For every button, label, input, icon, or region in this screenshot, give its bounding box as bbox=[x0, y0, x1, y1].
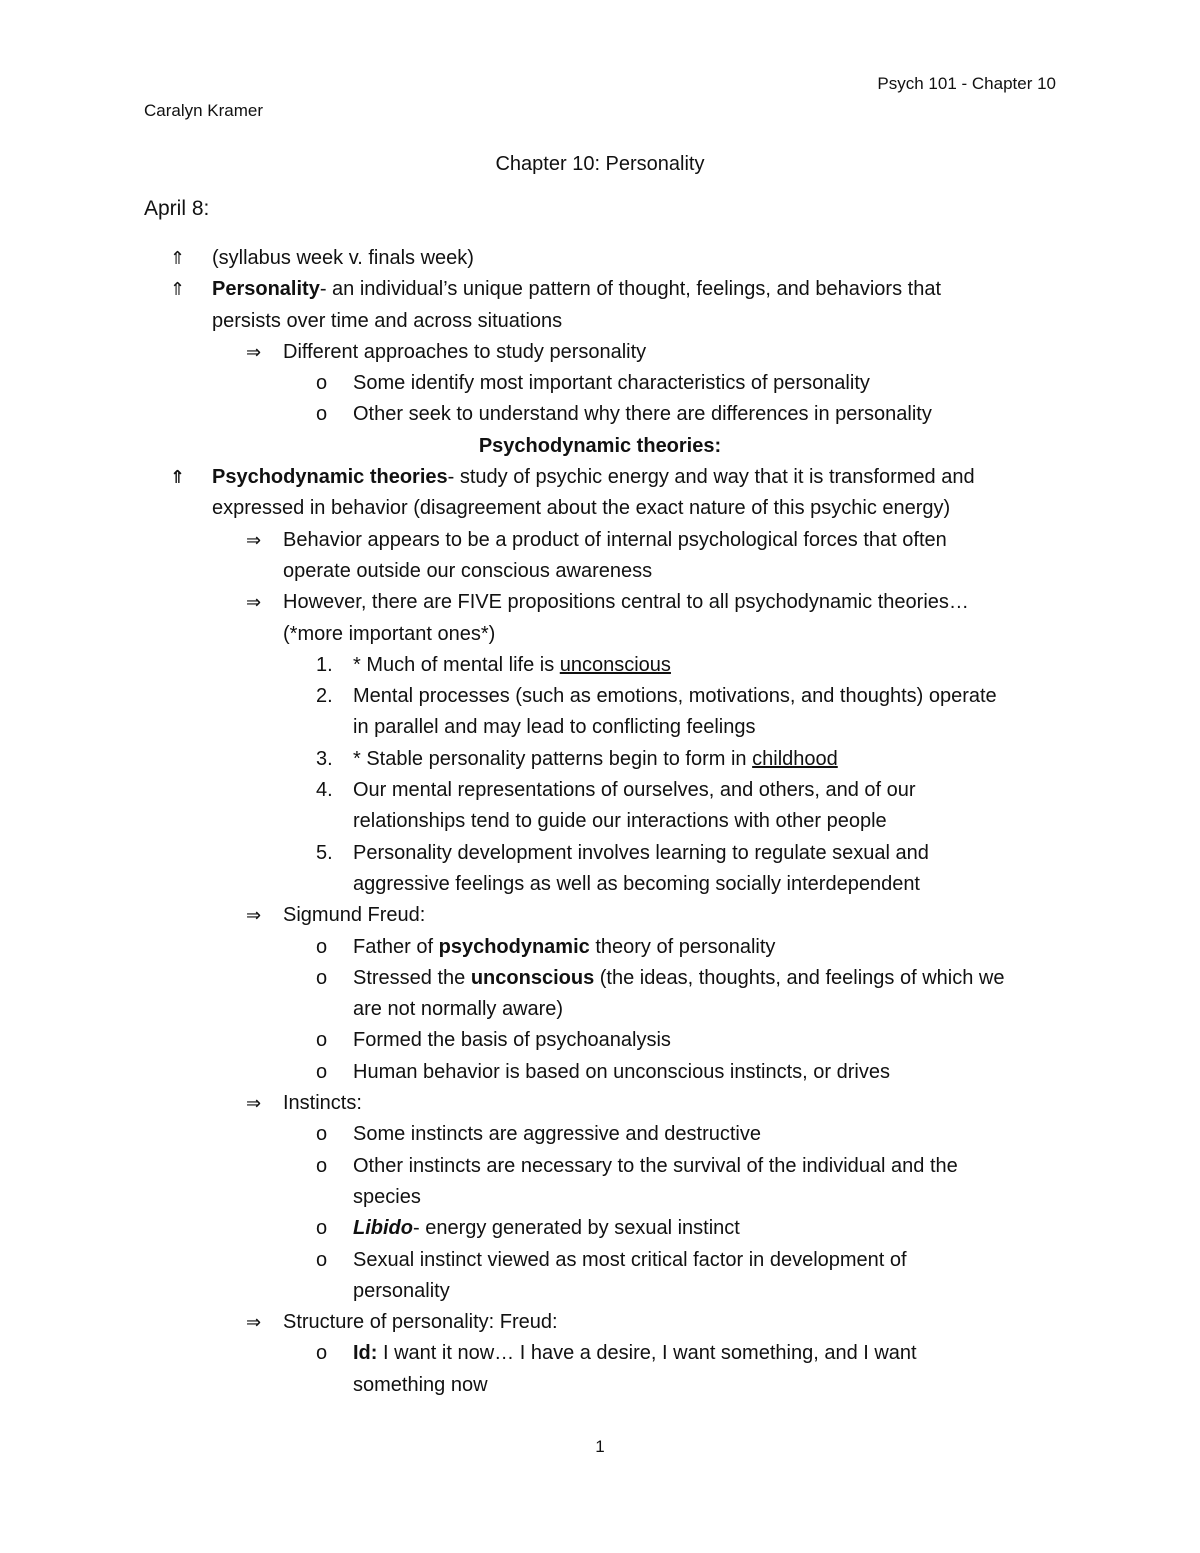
circle-bullet-icon: o bbox=[316, 372, 328, 395]
term-id: Id: bbox=[353, 1342, 378, 1365]
underlined-term: unconscious bbox=[559, 653, 671, 676]
list-item-continuation: something now bbox=[353, 1373, 488, 1396]
circle-bullet-icon: o bbox=[316, 1248, 328, 1271]
double-right-arrow-icon: ⇒ bbox=[246, 341, 262, 362]
double-right-arrow-icon: ⇒ bbox=[246, 1093, 262, 1114]
list-item: o Sexual instinct viewed as most critical factor in development of bbox=[0, 1245, 1200, 1276]
list-item: ⇒ Different approaches to study personality bbox=[0, 337, 1200, 368]
list-item-text: (syllabus week v. finals week) bbox=[212, 247, 474, 269]
list-item-continuation: persists over time and across situations bbox=[212, 309, 563, 332]
list-item-continuation: are not normally aware) bbox=[353, 998, 564, 1021]
circle-bullet-icon: o bbox=[316, 1154, 328, 1177]
item-number: 3. bbox=[316, 747, 333, 770]
list-item bbox=[0, 274, 1200, 305]
circle-bullet-icon: o bbox=[316, 1029, 328, 1052]
list-item: ⇒ Structure of personality: Freud: bbox=[0, 1307, 1200, 1338]
numbered-item: 3. * Stable personality patterns begin to form in childhood bbox=[0, 744, 1200, 775]
item-number: 1. bbox=[316, 653, 333, 676]
list-item: o Id: I want it now… I have a desire, I want something, and I want bbox=[0, 1338, 1200, 1369]
list-item: ⇒ Behavior appears to be a product of internal psychological forces that often bbox=[0, 525, 1200, 556]
list-item-continuation: species bbox=[353, 1185, 421, 1208]
double-right-arrow-icon: ⇒ bbox=[246, 905, 262, 926]
list-item-continuation: expressed in behavior (disagreement about the exact nature of this psychic energy) bbox=[212, 497, 951, 520]
numbered-item: 4. Our mental representations of ourselves, and others, and of our bbox=[0, 775, 1200, 806]
item-number: 4. bbox=[316, 779, 333, 802]
list-item: o Human behavior is based on unconscious instincts, or drives bbox=[0, 1057, 1200, 1088]
double-up-arrow-icon: ⇑ bbox=[170, 248, 186, 268]
circle-bullet-icon: o bbox=[316, 403, 328, 426]
list-item: o Libido- energy generated by sexual instinct bbox=[0, 1213, 1200, 1244]
list-item: o Other instincts are necessary to the survival of the individual and the bbox=[0, 1151, 1200, 1182]
list-item: o Formed the basis of psychoanalysis bbox=[0, 1025, 1200, 1056]
item-number: 5. bbox=[316, 841, 333, 864]
list-item: ⇒ Instincts: bbox=[0, 1088, 1200, 1119]
double-right-arrow-icon: ⇒ bbox=[246, 592, 262, 613]
numbered-item: 2. Mental processes (such as emotions, motivations, and thoughts) operate bbox=[0, 681, 1200, 712]
notes-body bbox=[0, 243, 1200, 1401]
list-item: o Some identify most important characteristics of personality bbox=[0, 368, 1200, 399]
underlined-term: childhood bbox=[752, 747, 838, 770]
list-item: ⇑ Psychodynamic theories- study of psychic energy and way that it is transformed and bbox=[0, 462, 1200, 493]
list-item: o Other seek to understand why there are differences in personality bbox=[0, 399, 1200, 430]
header-course: Psych 101 - Chapter 10 bbox=[877, 74, 1056, 93]
page-number: 1 bbox=[595, 1437, 605, 1456]
circle-bullet-icon: o bbox=[316, 966, 328, 989]
list-item-continuation: relationships tend to guide our interactions with other people bbox=[353, 810, 887, 833]
circle-bullet-icon: o bbox=[316, 1060, 328, 1083]
list-item: o Some instincts are aggressive and destructive bbox=[0, 1119, 1200, 1150]
double-right-arrow-icon: ⇒ bbox=[246, 529, 262, 550]
section-heading: Psychodynamic theories: bbox=[478, 434, 722, 457]
list-item: o Stressed the unconscious (the ideas, thoughts, and feelings of which we bbox=[0, 963, 1200, 994]
list-item: ⇒ However, there are FIVE propositions central to all psychodynamic theories… bbox=[0, 587, 1200, 618]
numbered-item: 5. Personality development involves learning to regulate sexual and bbox=[0, 838, 1200, 869]
document-title: Chapter 10: Personality bbox=[495, 153, 705, 175]
term-personality: Personality bbox=[212, 278, 320, 301]
definition-text: - an individual’s unique pattern of thought, feelings, and behaviors that bbox=[319, 278, 941, 301]
numbered-item: 1. * Much of mental life is unconscious bbox=[0, 650, 1200, 681]
circle-bullet-icon: o bbox=[316, 1123, 328, 1146]
circle-bullet-icon: o bbox=[316, 1217, 328, 1240]
item-number: 2. bbox=[316, 685, 333, 708]
list-item-continuation: personality bbox=[353, 1279, 450, 1302]
date-heading: April 8: bbox=[144, 197, 210, 220]
list-item-continuation: operate outside our conscious awareness bbox=[283, 559, 653, 582]
circle-bullet-icon: o bbox=[316, 935, 328, 958]
list-item-continuation: aggressive feelings as well as becoming socially interdependent bbox=[353, 872, 920, 895]
double-right-arrow-icon: ⇒ bbox=[246, 1312, 262, 1333]
double-up-arrow-icon: ⇑ bbox=[170, 279, 186, 300]
term-libido: Libido bbox=[353, 1217, 413, 1240]
header-author: Caralyn Kramer bbox=[144, 101, 264, 120]
list-item: o Father of psychodynamic theory of personality bbox=[0, 932, 1200, 963]
circle-bullet-icon: o bbox=[316, 1342, 328, 1365]
list-item-continuation: (*more important ones*) bbox=[283, 622, 496, 645]
double-up-arrow-icon: ⇑ bbox=[170, 467, 186, 488]
list-item bbox=[0, 243, 1200, 274]
term-psychodynamic-theories: Psychodynamic theories bbox=[212, 466, 448, 489]
list-item-continuation: in parallel and may lead to conflicting feelings bbox=[353, 716, 756, 739]
list-item: ⇒ Sigmund Freud: bbox=[0, 900, 1200, 931]
